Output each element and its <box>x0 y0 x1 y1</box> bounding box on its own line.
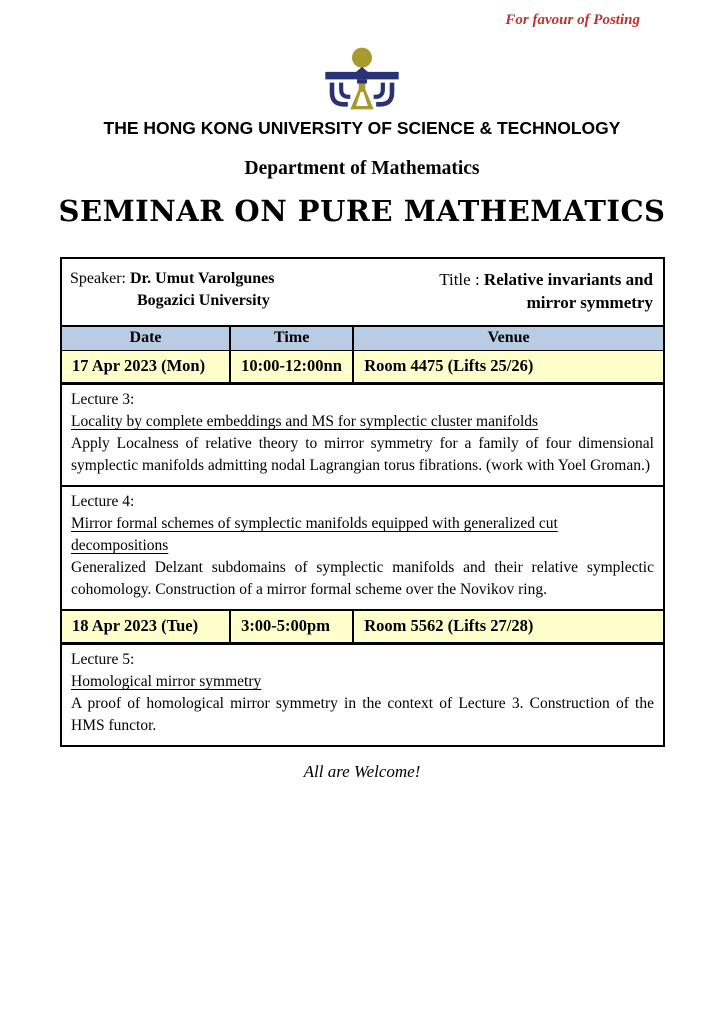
table-header-row <box>62 325 663 350</box>
session-1-venue: Room 4475 (Lifts 25/26) <box>352 351 663 382</box>
talk-title-line-2: mirror symmetry <box>526 293 653 312</box>
lecture-5-heading: Lecture 5: <box>71 651 135 668</box>
session-2-date: 18 Apr 2023 (Tue) <box>72 616 199 635</box>
speaker-affiliation: Bogazici University <box>137 292 270 309</box>
lecture-5-title: Homological mirror symmetry <box>71 673 262 690</box>
lecture-3-row <box>62 382 663 485</box>
lecture-3-heading: Lecture 3: <box>71 391 135 408</box>
welcome-note: All are Welcome! <box>303 762 421 781</box>
posting-note: For favour of Posting <box>505 12 640 28</box>
session-1-time: 10:00-12:00nn <box>229 351 352 382</box>
session-2-venue: Room 5562 (Lifts 27/28) <box>352 611 663 642</box>
speaker-title-row <box>62 259 663 325</box>
header-cell-date: Date <box>129 329 162 346</box>
session-1-date: 17 Apr 2023 (Mon) <box>72 356 206 375</box>
lecture-5-description: A proof of homological mirror symmetry in the context of Lecture 3. Construction of the HMS functor. <box>71 695 654 734</box>
seminar-series-title: SEMINAR ON PURE MATHEMATICS <box>58 194 666 228</box>
session-2-time: 3:00-5:00pm <box>229 611 352 642</box>
session-row-2 <box>62 609 663 642</box>
header-cell-time: Time <box>229 327 352 350</box>
lecture-4-title: Mirror formal schemes of symplectic manifolds equipped with generalized cut decompositions <box>71 515 558 554</box>
lecture-4-heading: Lecture 4: <box>71 493 135 510</box>
lecture-3-description: Apply Localness of relative theory to mirror symmetry for a family of four dimensional symplectic manifolds admitting nodal Lagrangian torus fibrations. (work with Yoel Groman.) <box>71 435 654 474</box>
lecture-3-title: Locality by complete embeddings and MS for symplectic cluster manifolds <box>71 413 539 430</box>
department-name: Department of Mathematics <box>244 158 480 179</box>
seminar-table <box>60 257 665 747</box>
lecture-4-description: Generalized Delzant subdomains of symplectic manifolds and their relative symplectic cohomology. Construction of a mirror formal scheme over the Novikov ring. <box>71 559 654 598</box>
logo-container <box>0 46 724 121</box>
hkust-logo-icon <box>322 46 402 121</box>
talk-title-line-1: Relative invariants and <box>483 270 653 289</box>
speaker-name: Dr. Umut Varolgunes <box>129 270 275 287</box>
header-cell-venue: Venue <box>352 327 663 350</box>
lecture-5-row <box>62 642 663 745</box>
talk-title-block <box>374 268 655 315</box>
lecture-4-row <box>62 485 663 609</box>
speaker-label: Speaker: <box>70 270 130 287</box>
session-row-1 <box>62 350 663 382</box>
speaker-block <box>70 268 374 315</box>
university-name: THE HONG KONG UNIVERSITY OF SCIENCE & TECHNOLOGY <box>103 118 621 138</box>
talk-title-label: Title : <box>439 270 484 289</box>
